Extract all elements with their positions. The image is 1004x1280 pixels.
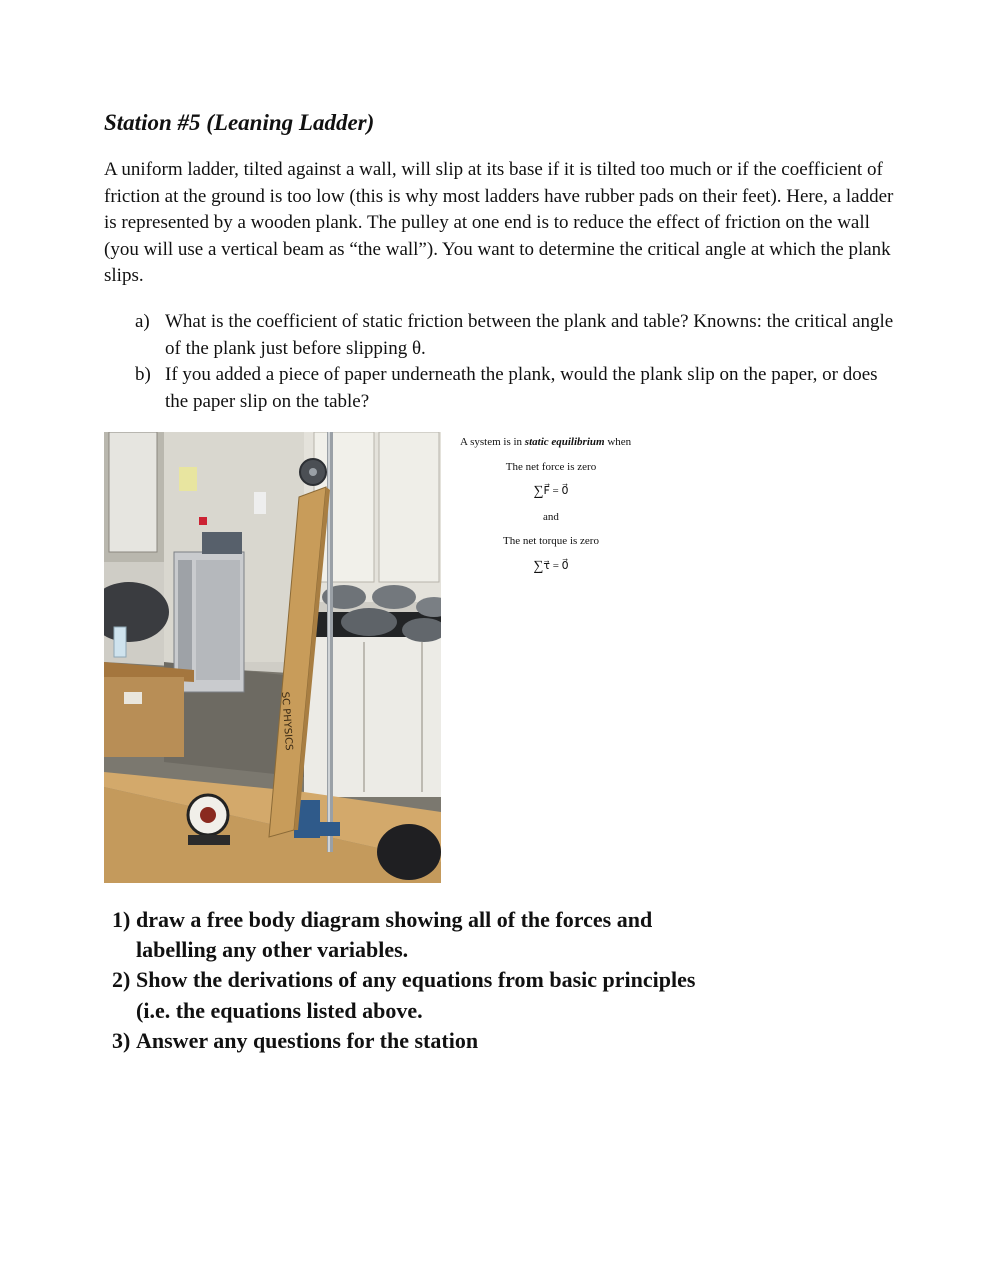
net-torque-equation: ∑τ⃗ = 0⃗ xyxy=(533,558,569,574)
question-item xyxy=(104,362,904,415)
question-label: a) xyxy=(135,311,150,332)
plank-label: SC PHYSICS xyxy=(279,691,295,751)
task-item xyxy=(112,965,712,1025)
intro-paragraph: A uniform ladder, tilted against a wall, will slip at its base if it is tilted too much or if the coefficient of friction at the ground is too low (this is why most ladders have rubber pads on their feet). Here, a ladder is represented by a wooden plank. The pulley at one end is to reduce the effect of friction on the wall (you will use a vertical beam as “the wall”). You want to determine the critical angle at which the plank slips. xyxy=(104,159,894,287)
task-text: Answer any questions for the station xyxy=(136,1027,479,1053)
task-list xyxy=(112,905,712,1056)
task-item xyxy=(112,1026,712,1056)
equilibrium-intro: A system is in static equilibrium when xyxy=(460,436,632,448)
net-force-line: The net force is zero xyxy=(505,460,597,473)
question-list xyxy=(104,309,904,415)
task-text: Show the derivations of any equations from basic principles (i.e. the equations listed above. xyxy=(136,967,696,1023)
net-force-equation: ∑F⃗ = 0⃗ xyxy=(533,484,569,499)
question-item xyxy=(104,309,904,362)
and-connector: and xyxy=(543,510,559,523)
net-torque-line: The net torque is zero xyxy=(503,535,599,547)
question-label: b) xyxy=(135,364,151,386)
equilibrium-conditions xyxy=(455,430,647,579)
question-text: What is the coefficient of static friction between the plank and table? Knowns: the critical angle of the plank just before slipping θ. xyxy=(165,311,894,359)
task-number: 2) xyxy=(112,967,131,993)
task-number: 1) xyxy=(112,907,131,932)
question-text: If you added a piece of paper underneath the plank, would the plank slip on the paper, or does the paper slip on the table? xyxy=(165,364,878,412)
task-number: 3) xyxy=(112,1027,131,1053)
task-item xyxy=(112,905,712,965)
ladder-setup-photo xyxy=(104,432,441,883)
static-equilibrium-term: static equilibrium xyxy=(524,436,605,448)
page-title: Station #5 (Leaning Ladder) xyxy=(104,110,375,135)
task-text: draw a free body diagram showing all of the forces and labelling any other variables. xyxy=(136,907,653,963)
